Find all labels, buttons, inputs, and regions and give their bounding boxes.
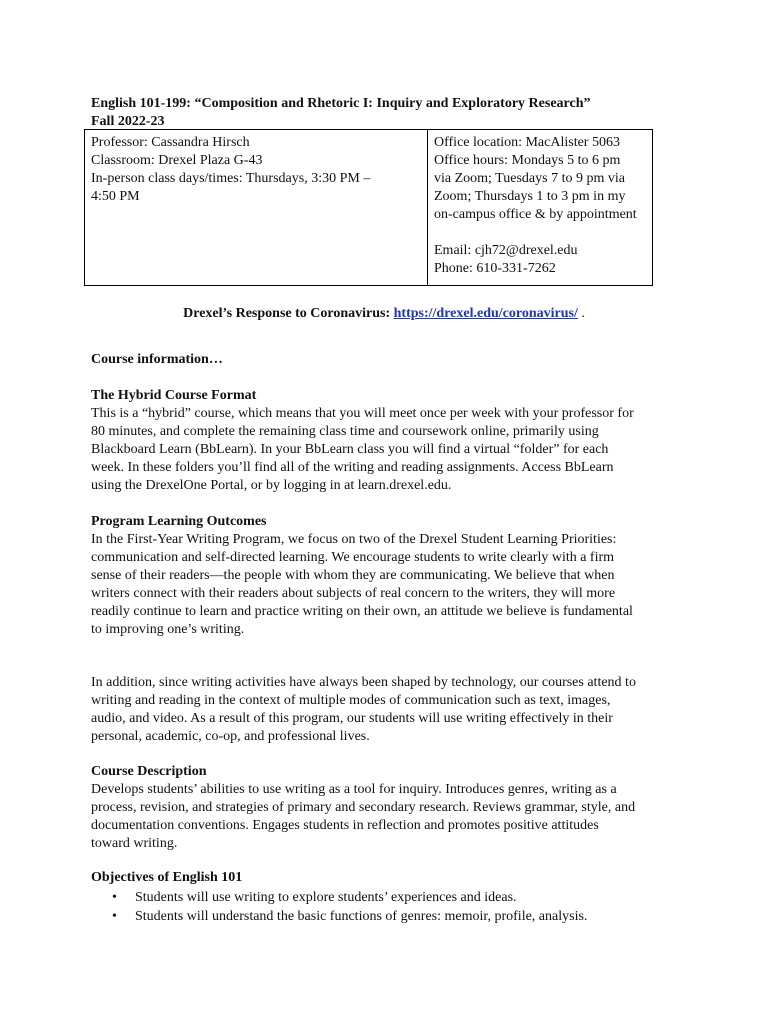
office-hours-line-4: on-campus office & by appointment <box>434 207 637 222</box>
description-heading: Course Description <box>91 764 207 779</box>
hybrid-line: Blackboard Learn (BbLearn). In your BbLearn class you will find a virtual “folder” for each <box>91 442 609 457</box>
outcomes-line-2: audio, and video. As a result of this program, our students will use writing effectively in their <box>91 711 613 726</box>
email-line: Email: cjh72@drexel.edu <box>434 243 578 258</box>
outcomes-line: communication and self-directed learning. We encourage students to write clearly with a firm <box>91 550 615 565</box>
description-line: Develops students’ abilities to use writing as a tool for inquiry. Introduces genres, writing as a <box>91 782 617 797</box>
description-paragraph <box>91 781 683 853</box>
outcomes-line-2: writing and reading in the context of multiple modes of communication such as text, images, <box>91 693 611 708</box>
list-item <box>112 888 682 907</box>
office-cell <box>428 130 653 286</box>
outcomes-line: readily continue to learn and practice writing on their own, an attitude we believe is fundamental <box>91 604 633 619</box>
outcomes-paragraph-2 <box>91 674 683 746</box>
hybrid-line: 80 minutes, and complete the remaining class time and coursework online, primarily using <box>91 424 599 439</box>
hybrid-paragraph <box>91 405 683 495</box>
phone-line: Phone: 610-331-7262 <box>434 261 556 276</box>
class-times-line-cont: 4:50 PM <box>91 189 140 204</box>
office-location-line: Office location: MacAlister 5063 <box>434 135 620 150</box>
description-line: documentation conventions. Engages students in reflection and promotes positive attitudes <box>91 818 599 833</box>
course-term: Fall 2022-23 <box>91 114 165 129</box>
objective-text: Students will understand the basic functions of genres: memoir, profile, analysis. <box>135 909 588 924</box>
office-hours-line: Office hours: Mondays 5 to 6 pm <box>434 153 621 168</box>
list-item <box>112 907 682 926</box>
coronavirus-link[interactable]: https://drexel.edu/coronavirus/ <box>393 306 578 321</box>
hybrid-heading: The Hybrid Course Format <box>91 388 257 403</box>
coronavirus-label: Drexel’s Response to Coronavirus: <box>183 306 394 321</box>
objectives-heading: Objectives of English 101 <box>91 870 243 885</box>
objectives-list <box>112 888 682 926</box>
course-title-block <box>91 95 691 131</box>
course-info-heading: Course information… <box>91 352 223 367</box>
office-hours-line-3: Zoom; Thursdays 1 to 3 pm in my <box>434 189 626 204</box>
outcomes-line-2: personal, academic, co-op, and professional lives. <box>91 729 370 744</box>
description-line: process, revision, and strategies of primary and secondary research. Reviews grammar, style, and <box>91 800 636 815</box>
outcomes-paragraph <box>91 531 683 639</box>
hybrid-line: using the DrexelOne Portal, or by logging in at learn.drexel.edu. <box>91 478 452 493</box>
course-info-table <box>84 129 653 286</box>
course-title: English 101-199: “Composition and Rhetoric I: Inquiry and Exploratory Research” <box>91 96 591 111</box>
objective-text: Students will use writing to explore students’ experiences and ideas. <box>135 890 517 905</box>
classroom-line: Classroom: Drexel Plaza G-43 <box>91 153 263 168</box>
outcomes-line: sense of their readers—the people with whom they are communicating. We believe that when <box>91 568 615 583</box>
outcomes-heading: Program Learning Outcomes <box>91 514 267 529</box>
professor-line: Professor: Cassandra Hirsch <box>91 135 250 150</box>
description-line: toward writing. <box>91 836 178 851</box>
bullet-icon: • <box>112 909 117 924</box>
coronavirus-trail: . <box>577 306 585 321</box>
hybrid-line: week. In these folders you’ll find all of the writing and reading assignments. Access BbLearn <box>91 460 614 475</box>
cell-spacer <box>434 224 646 242</box>
outcomes-line-2: In addition, since writing activities have always been shaped by technology, our courses attend to <box>91 675 636 690</box>
bullet-icon: • <box>112 890 117 905</box>
class-times-line: In-person class days/times: Thursdays, 3:30 PM – <box>91 171 371 186</box>
office-hours-line-2: via Zoom; Tuesdays 7 to 9 pm via <box>434 171 625 186</box>
hybrid-line: This is a “hybrid” course, which means that you will meet once per week with your professor for <box>91 406 634 421</box>
instructor-cell <box>85 130 428 286</box>
outcomes-line: writers connect with their readers about subjects of real concern to the writers, they will more <box>91 586 616 601</box>
outcomes-line: to improving one’s writing. <box>91 622 245 637</box>
coronavirus-response-line <box>0 305 768 323</box>
outcomes-line: In the First-Year Writing Program, we focus on two of the Drexel Student Learning Priorities: <box>91 532 617 547</box>
